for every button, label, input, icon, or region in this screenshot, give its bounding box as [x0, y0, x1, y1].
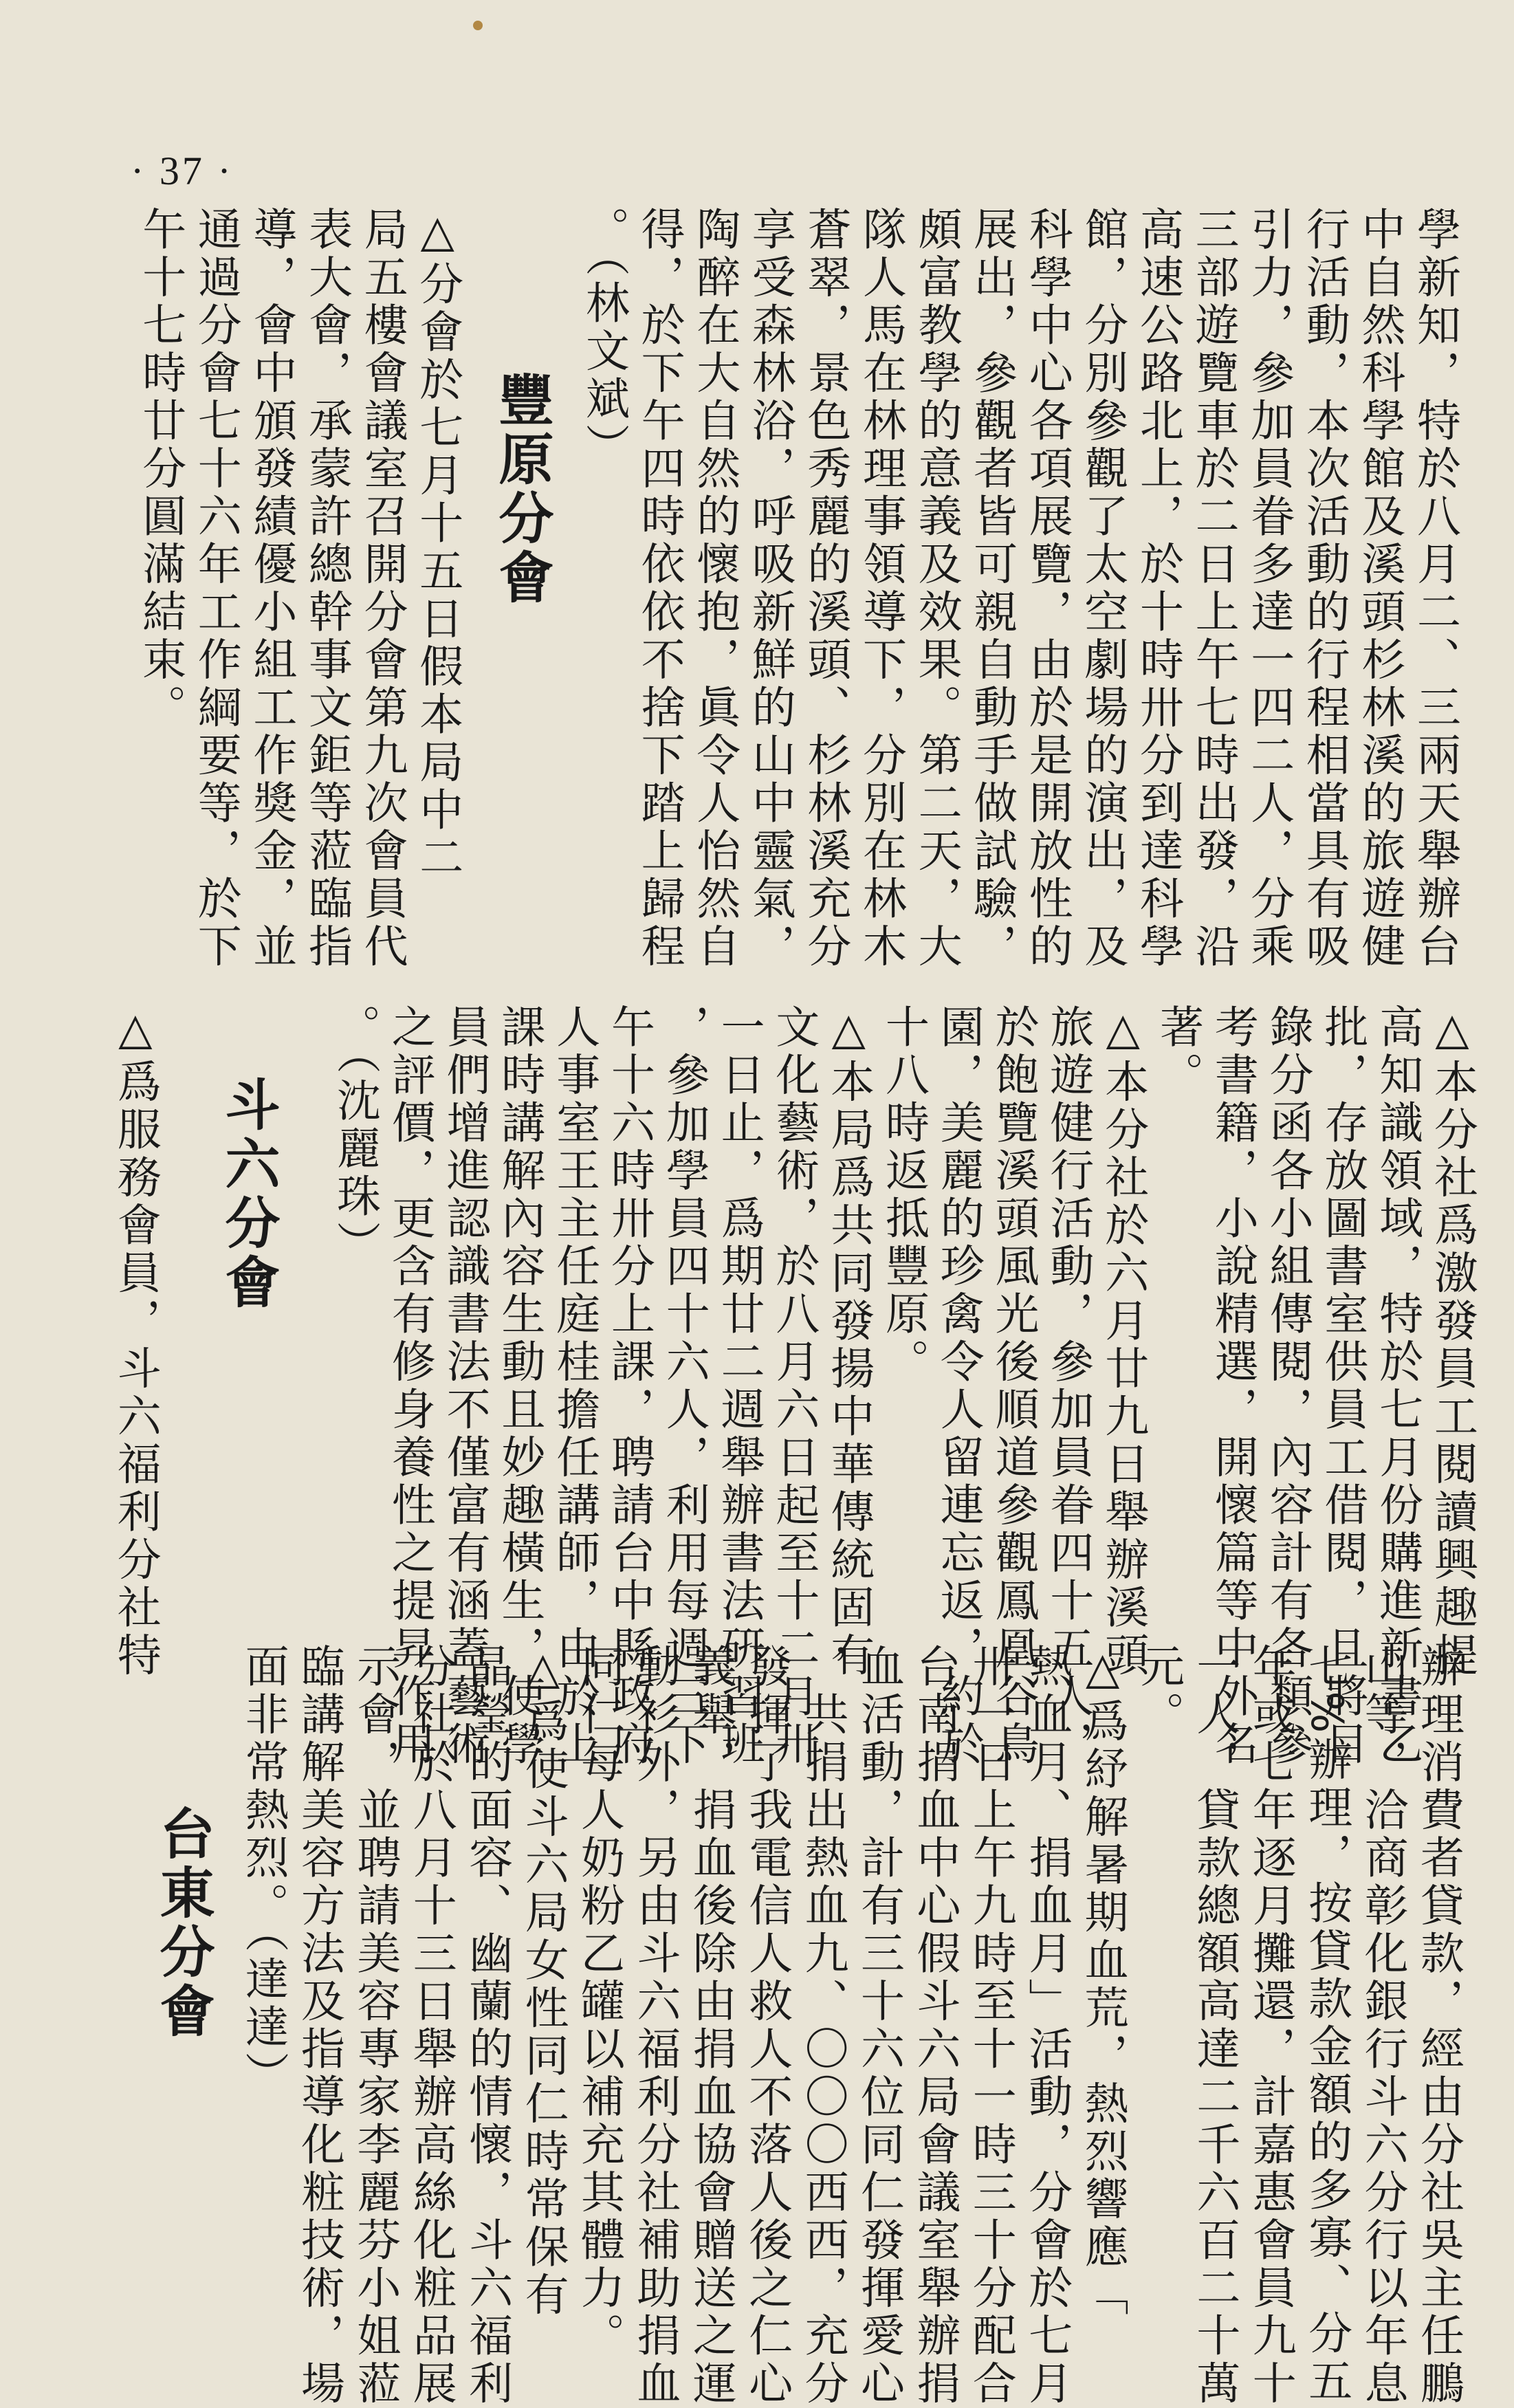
text-column: 面非常熱烈。（達達） [237, 1643, 289, 2099]
text-column: 元。 [1133, 1643, 1184, 1739]
text-column: 年或七年逐月攤還，計嘉惠會員九十 [1244, 1643, 1296, 2408]
text-column: △爲紓解暑期血荒，熱烈響應「 [1077, 1643, 1128, 2319]
text-column: ，共捐出熱血九、〇〇〇西西，充分 [797, 1643, 848, 2408]
heading-fengyuan: 豐原分會 [490, 371, 553, 608]
text-column: 人事室王主任庭桂擔任講師，由於上 [549, 1004, 600, 1769]
text-column: 頗富教學的意義及效果。第二天，大 [910, 206, 962, 971]
text-column: 義舉，捐血後除由捐血協會贈送之運 [685, 1643, 736, 2408]
text-column: 辦理消費者貸款，經由分社吳主任鵬 [1413, 1643, 1464, 2408]
text-column: 館，分別參觀了太空劇場的演出，及 [1077, 206, 1128, 971]
text-column: 示會，並聘請美容專家李麗芬小姐蒞 [349, 1643, 401, 2408]
text-column: 山等，洽商彰化銀行斗六分行以年息 [1357, 1643, 1408, 2408]
text-column: 中自然科學館及溪頭杉林溪的旅遊健 [1354, 206, 1405, 971]
text-column: 卅一日上午九時至十一時三十分配合 [965, 1643, 1016, 2408]
text-column: △爲使斗六局女性同仁時常保有 [517, 1643, 569, 2319]
text-column: △爲服務會員，斗六福利分社特 [109, 1004, 161, 1680]
text-column: 通過分會七十六年工作綱要等，於下 [190, 206, 241, 971]
text-column: 引力，參加員眷多達一四二人，分乘 [1243, 206, 1295, 971]
text-column: 錄分函各小組傳閱，內容計有各類參 [1262, 1004, 1313, 1769]
text-column: △本分社爲激發員工閱讀興趣提 [1427, 1004, 1478, 1680]
text-column: 高知識領域，特於七月份購進新書乙 [1372, 1004, 1423, 1769]
page-number: · 37 · [131, 149, 234, 193]
text-column: 動衫外，另由斗六福利分社補助捐血 [629, 1643, 681, 2408]
text-column: 一日止，爲期廿二週舉辦書法硏習班 [713, 1004, 765, 1769]
ink-spot [473, 21, 483, 30]
text-column: 局五樓會議室召開分會第九次會員代 [356, 206, 408, 971]
text-column: 文化藝術，於八月六日起至十二月卅 [768, 1004, 820, 1769]
text-column: 隊人馬在林理事領導下，分別在林木 [855, 206, 906, 971]
text-column: 臨講解美容方法及指導化粧技術，場 [294, 1643, 344, 2408]
text-column: 批，存放圖書室供員工借閱，且將目 [1317, 1004, 1368, 1769]
text-column: 。（林文斌） [578, 206, 629, 471]
heading-taitung: 台東分會 [151, 1805, 215, 2042]
text-column: △分會於七月十五日假本局中二 [412, 206, 463, 882]
text-column: 員們增進認識書法不僅富有涵蓋藝術 [439, 1004, 490, 1769]
text-column: 七%辦理，按貸款金額的多寡、分五 [1301, 1643, 1352, 2406]
text-column: 導，會中頒發績優小組工作獎金，並 [245, 206, 297, 971]
text-column: 午十六時卅分上課，聘請台中縣政府 [604, 1004, 655, 1769]
text-column: 熱血月、捐血月」活動，分會於七月 [1021, 1643, 1073, 2408]
text-column: 課時講解內容生動且妙趣橫生，使學 [494, 1004, 545, 1769]
text-column: 十八時返抵豐原。 [878, 1004, 929, 1386]
text-column: 高速公路北上，於十時卅分到達科學 [1132, 206, 1183, 971]
text-column: 著。 [1152, 1004, 1203, 1099]
text-column: 蒼翠，景色秀麗的溪頭、杉林溪充分 [800, 206, 851, 971]
heading-douliu: 斗六分會 [216, 1076, 280, 1313]
text-column: 考書籍，小說精選，開懷篇等中外名 [1207, 1004, 1258, 1769]
text-column: 旅遊健行活動，參加員眷四十五人， [1042, 1004, 1094, 1769]
text-column: 發揮了我電信人救人不落人後之仁心 [741, 1643, 793, 2408]
text-column: 同仁每人奶粉乙罐以補充其體力。 [573, 1643, 624, 2361]
text-column: 三部遊覽車於二日上午七時出發，沿 [1187, 206, 1239, 971]
text-column: 一人，貸款總額高達二千六百二十萬 [1189, 1643, 1240, 2408]
text-column: 陶醉在大自然的懷抱，眞令人怡然自 [689, 206, 740, 971]
text-column: 台南捐血中心假斗六局會議室舉辦捐 [909, 1643, 961, 2408]
text-column: 晶瑩的面容、幽蘭的情懷，斗六福利 [461, 1643, 513, 2408]
text-column: 展出，參觀者皆可親自動手做試驗， [966, 206, 1018, 971]
text-column: 分社於八月十三日舉辦高絲化粧品展 [405, 1643, 457, 2408]
text-column: ，參加學員四十六人，利用每週三下 [658, 1004, 710, 1769]
text-column: 。（沈麗珠） [329, 1004, 380, 1269]
text-column: 學新知，特於八月二、三兩天舉辦台 [1409, 206, 1460, 971]
text-column: 表大會，承蒙許總幹事文鉅等蒞臨指 [301, 206, 352, 971]
text-column: 得，於下午四時依依不捨下踏上歸程 [633, 206, 685, 971]
text-column: 園，美麗的珍禽令人留連忘返，約於 [932, 1004, 984, 1769]
text-column: 行活動，本次活動的行程相當具有吸 [1298, 206, 1350, 971]
text-column: 享受森林浴，呼吸新鮮的山中靈氣， [744, 206, 796, 971]
text-column: 於飽覽溪頭風光後順道參觀鳳凰谷鳥 [987, 1004, 1039, 1769]
text-column: 血活動，計有三十六位同仁發揮愛心 [853, 1643, 904, 2408]
text-column: 科學中心各項展覽，由於是開放性的 [1021, 206, 1073, 971]
text-column: 午十七時廿分圓滿結束。 [135, 206, 186, 732]
text-column: 之評價，更含有修身養性之提昇作用 [384, 1004, 435, 1769]
text-column: △本分社於六月廿九日舉辦溪頭 [1097, 1004, 1149, 1680]
text-column: △本局爲共同發揚中華傳統固有 [823, 1004, 875, 1680]
